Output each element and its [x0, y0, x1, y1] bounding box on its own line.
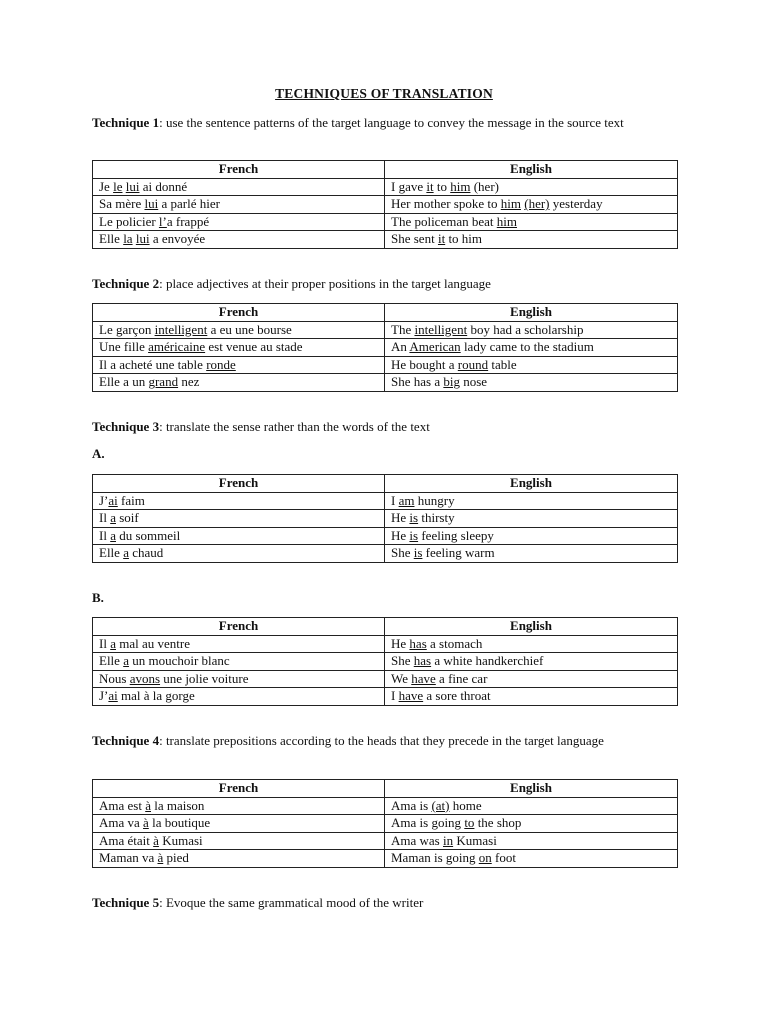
- table-row: [93, 213, 678, 231]
- underlined-word: have: [411, 670, 436, 686]
- technique-1-heading: Technique 1: use the sentence patterns of the target language to convey the message in the source text: [92, 115, 624, 130]
- table-row: [93, 178, 678, 196]
- french-cell: [93, 670, 385, 688]
- text-segment: est venue au stade: [205, 339, 303, 355]
- text-segment: feeling warm: [422, 545, 495, 561]
- french-cell: [93, 527, 385, 545]
- table-row: [93, 832, 678, 850]
- underlined-word: is: [409, 510, 419, 526]
- french-column-header: French: [93, 304, 385, 322]
- text-segment: Elle: [99, 231, 124, 247]
- underlined-word: him: [496, 213, 517, 229]
- french-cell: [93, 832, 385, 850]
- text-segment: He: [391, 635, 410, 651]
- text-segment: I gave: [391, 178, 427, 194]
- english-cell: [385, 492, 678, 510]
- underlined-word: a: [123, 545, 129, 561]
- text-segment: Her mother spoke to: [391, 196, 501, 212]
- text-segment: ai donné: [139, 178, 188, 194]
- english-column-header: English: [385, 304, 678, 322]
- table-row: [93, 231, 678, 249]
- underlined-word: big: [443, 374, 460, 390]
- text-segment: J’: [99, 492, 109, 508]
- text-segment: mal au ventre: [115, 635, 190, 651]
- french-cell: [93, 213, 385, 231]
- underlined-word: in: [443, 832, 454, 848]
- text-segment: Elle: [99, 545, 124, 561]
- technique-3-heading: Technique 3: translate the sense rather than the words of the text: [92, 419, 430, 434]
- underlined-word: ronde: [206, 356, 236, 372]
- text-segment: boy had a scholarship: [467, 321, 584, 337]
- text-segment: un mouchoir blanc: [128, 653, 230, 669]
- underlined-word: lui: [144, 196, 159, 212]
- underlined-word: (at): [431, 797, 450, 813]
- table-row: [93, 653, 678, 671]
- text-segment: J’: [99, 688, 109, 704]
- text-segment: Kumasi: [453, 832, 497, 848]
- text-segment: du sommeil: [115, 527, 181, 543]
- table-row: [93, 492, 678, 510]
- underlined-word: a: [110, 510, 116, 526]
- french-cell: [93, 339, 385, 357]
- text-segment: lady came to the stadium: [460, 339, 594, 355]
- text-segment: the shop: [474, 815, 522, 831]
- english-cell: [385, 527, 678, 545]
- text-segment: yesterday: [549, 196, 603, 212]
- underlined-word: a: [123, 653, 129, 669]
- text-segment: to him: [445, 231, 483, 247]
- table-row: [93, 815, 678, 833]
- underlined-word: (her): [524, 196, 550, 212]
- technique-2-table: [92, 303, 678, 392]
- text-segment: la boutique: [148, 815, 211, 831]
- text-segment: foot: [491, 850, 516, 866]
- underlined-word: grand: [148, 374, 179, 390]
- text-segment: a envoyée: [149, 231, 206, 247]
- text-segment: thirsty: [418, 510, 455, 526]
- text-segment: Kumasi: [158, 832, 203, 848]
- text-segment: The: [391, 321, 415, 337]
- text-segment: chaud: [128, 545, 164, 561]
- text-segment: I: [391, 492, 399, 508]
- underlined-word: à: [143, 815, 149, 831]
- text-segment: (her): [470, 178, 499, 194]
- text-segment: Ama is: [391, 797, 432, 813]
- underlined-word: à: [153, 832, 159, 848]
- table-row: [93, 850, 678, 868]
- table-header-row: [93, 475, 678, 493]
- english-cell: [385, 178, 678, 196]
- table-row: [93, 545, 678, 563]
- text-segment: Il a acheté une table: [99, 356, 207, 372]
- underlined-word: is: [413, 545, 423, 561]
- text-segment: Je: [99, 178, 114, 194]
- underlined-word: intelligent: [414, 321, 468, 337]
- table-row: [93, 510, 678, 528]
- text-segment: Il: [99, 527, 111, 543]
- text-segment: home: [449, 797, 482, 813]
- text-segment: Sa mère: [99, 196, 145, 212]
- underlined-word: has: [409, 635, 427, 651]
- table-row: [93, 527, 678, 545]
- english-cell: [385, 653, 678, 671]
- underlined-word: à: [157, 850, 164, 866]
- text-segment: Le policier: [99, 213, 159, 229]
- text-segment: faim: [117, 492, 145, 508]
- english-cell: [385, 196, 678, 214]
- text-segment: The policeman beat: [391, 213, 497, 229]
- table-header-row: [93, 161, 678, 179]
- english-cell: [385, 213, 678, 231]
- text-segment: Elle: [99, 653, 124, 669]
- french-cell: [93, 635, 385, 653]
- table-row: [93, 670, 678, 688]
- text-segment: a fine car: [435, 670, 488, 686]
- table-row: [93, 321, 678, 339]
- text-segment: a sore throat: [423, 688, 491, 704]
- english-column-header: English: [385, 475, 678, 493]
- underlined-word: him: [500, 196, 521, 212]
- french-cell: [93, 321, 385, 339]
- text-segment: An: [391, 339, 410, 355]
- text-segment: a white handkerchief: [431, 653, 544, 669]
- text-segment: nose: [459, 374, 488, 390]
- text-segment: to: [433, 178, 451, 194]
- underlined-word: l’: [158, 213, 167, 229]
- french-cell: [93, 688, 385, 706]
- underlined-word: ai: [108, 688, 118, 704]
- text-segment: We: [391, 670, 412, 686]
- english-column-header: English: [385, 780, 678, 798]
- text-segment: Ama est: [99, 797, 146, 813]
- text-segment: a parlé hier: [158, 196, 220, 212]
- underlined-word: avons: [129, 670, 161, 686]
- english-cell: [385, 635, 678, 653]
- subsection-a-label: A.: [92, 446, 105, 461]
- text-segment: a stomach: [426, 635, 483, 651]
- underlined-word: lui: [125, 178, 140, 194]
- french-column-header: French: [93, 161, 385, 179]
- english-cell: [385, 797, 678, 815]
- table-row: [93, 339, 678, 357]
- technique-4-table: [92, 779, 678, 868]
- table-row: [93, 374, 678, 392]
- french-column-header: French: [93, 475, 385, 493]
- text-segment: He: [391, 527, 410, 543]
- underlined-word: American: [409, 339, 461, 355]
- text-segment: Une fille: [99, 339, 149, 355]
- english-column-header: English: [385, 618, 678, 636]
- text-segment: I: [391, 688, 399, 704]
- text-segment: He: [391, 510, 410, 526]
- underlined-word: to: [464, 815, 475, 831]
- table-header-row: [93, 304, 678, 322]
- table-row: [93, 688, 678, 706]
- text-segment: soif: [115, 510, 139, 526]
- underlined-word: on: [478, 850, 492, 866]
- text-segment: nez: [178, 374, 200, 390]
- technique-1-table: [92, 160, 678, 249]
- underlined-word: it: [437, 231, 446, 247]
- english-column-header: English: [385, 161, 678, 179]
- text-segment: Ama was: [391, 832, 443, 848]
- table-header-row: [93, 780, 678, 798]
- french-cell: [93, 850, 385, 868]
- english-cell: [385, 356, 678, 374]
- english-cell: [385, 231, 678, 249]
- underlined-word: la: [123, 231, 133, 247]
- underlined-word: round: [457, 356, 489, 372]
- text-segment: She has a: [391, 374, 444, 390]
- underlined-word: him: [450, 178, 471, 194]
- underlined-word: intelligent: [154, 321, 208, 337]
- table-row: [93, 356, 678, 374]
- page-title: TECHNIQUES OF TRANSLATION: [275, 86, 493, 101]
- underlined-word: have: [398, 688, 424, 704]
- french-cell: [93, 196, 385, 214]
- text-segment: a frappé: [166, 213, 210, 229]
- table-row: [93, 797, 678, 815]
- underlined-word: à: [145, 797, 151, 813]
- technique-5-heading: Technique 5: Evoque the same grammatical mood of the writer: [92, 895, 424, 910]
- french-cell: [93, 356, 385, 374]
- english-cell: [385, 510, 678, 528]
- french-cell: [93, 374, 385, 392]
- text-segment: Elle a un: [99, 374, 149, 390]
- english-cell: [385, 832, 678, 850]
- technique-3b-table: [92, 617, 678, 706]
- text-segment: She sent: [391, 231, 438, 247]
- french-cell: [93, 231, 385, 249]
- french-column-header: French: [93, 618, 385, 636]
- technique-4-heading: Technique 4: translate prepositions according to the heads that they precede in the target language: [92, 733, 604, 748]
- text-segment: une jolie voiture: [160, 670, 249, 686]
- english-cell: [385, 339, 678, 357]
- text-segment: Ama était: [99, 832, 154, 848]
- text-segment: He bought a: [391, 356, 458, 372]
- underlined-word: a: [110, 635, 116, 651]
- underlined-word: is: [409, 527, 419, 543]
- underlined-word: it: [426, 178, 434, 194]
- english-cell: [385, 815, 678, 833]
- text-segment: Maman va: [99, 850, 158, 866]
- underlined-word: has: [413, 653, 432, 669]
- subsection-b-label: B.: [92, 590, 104, 605]
- technique-3a-table: [92, 474, 678, 563]
- text-segment: feeling sleepy: [418, 527, 494, 543]
- text-segment: She: [391, 545, 414, 561]
- french-column-header: French: [93, 780, 385, 798]
- underlined-word: ai: [108, 492, 118, 508]
- english-cell: [385, 374, 678, 392]
- french-cell: [93, 545, 385, 563]
- text-segment: pied: [163, 850, 189, 866]
- french-cell: [93, 653, 385, 671]
- text-segment: She: [391, 653, 414, 669]
- text-segment: Le garçon: [99, 321, 155, 337]
- text-segment: table: [488, 356, 517, 372]
- text-segment: Nous: [99, 670, 130, 686]
- text-segment: Maman is going: [391, 850, 479, 866]
- french-cell: [93, 510, 385, 528]
- text-segment: Il: [99, 510, 111, 526]
- underlined-word: le: [113, 178, 123, 194]
- text-segment: Ama va: [99, 815, 144, 831]
- underlined-word: a: [110, 527, 116, 543]
- english-cell: [385, 321, 678, 339]
- underlined-word: américaine: [148, 339, 206, 355]
- table-row: [93, 196, 678, 214]
- text-segment: Il: [99, 635, 111, 651]
- english-cell: [385, 545, 678, 563]
- french-cell: [93, 797, 385, 815]
- french-cell: [93, 178, 385, 196]
- underlined-word: am: [398, 492, 415, 508]
- technique-2-heading: Technique 2: place adjectives at their proper positions in the target language: [92, 276, 491, 291]
- table-header-row: [93, 618, 678, 636]
- text-segment: la maison: [151, 797, 205, 813]
- table-row: [93, 635, 678, 653]
- english-cell: [385, 688, 678, 706]
- french-cell: [93, 815, 385, 833]
- text-segment: hungry: [414, 492, 455, 508]
- english-cell: [385, 850, 678, 868]
- text-segment: a eu une bourse: [207, 321, 292, 337]
- text-segment: mal à la gorge: [117, 688, 195, 704]
- underlined-word: lui: [135, 231, 150, 247]
- french-cell: [93, 492, 385, 510]
- english-cell: [385, 670, 678, 688]
- text-segment: Ama is going: [391, 815, 465, 831]
